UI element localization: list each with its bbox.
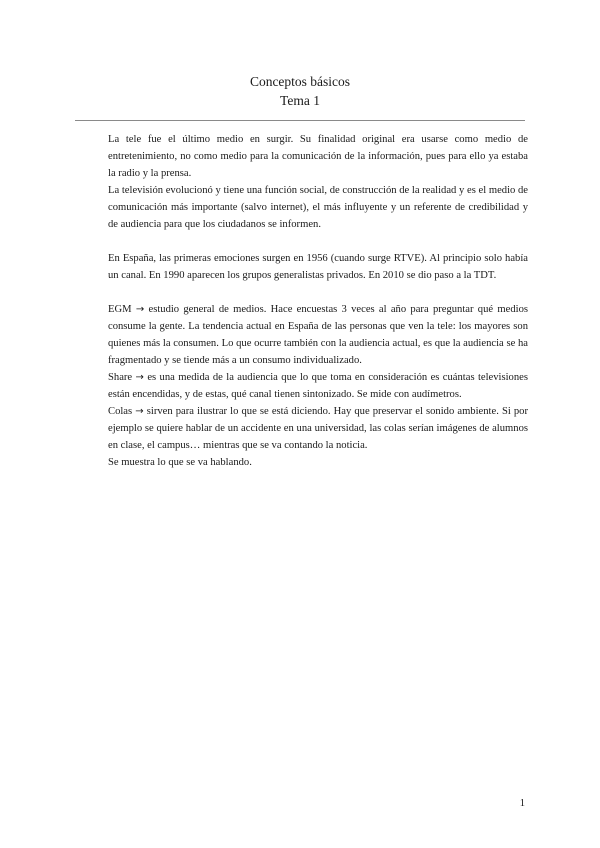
- paragraph-closing: Se muestra lo que se va hablando.: [108, 457, 252, 468]
- document-title: Conceptos básicos: [249, 74, 351, 89]
- document-body: [108, 131, 528, 471]
- arrow-icon: →: [135, 406, 144, 417]
- paragraph-share: [108, 369, 528, 403]
- paragraph-evolution: La televisión evolucionó y tiene una función social, de construcción de la realidad y es el medio de comunicación más importante (salvo internet), el más influyente y un referente de credibilidad y de audiencia para que los ciudadanos se informen.: [108, 185, 528, 230]
- term-share: Share: [108, 372, 133, 383]
- header-divider: [75, 120, 525, 121]
- definition-share: es una medida de la audiencia que lo que toma en consideración es cuántas televisiones están encendidas, y de estas, qué canal tienen sintonizado. Se mide con audímetros.: [108, 372, 528, 400]
- paragraph-history: En España, las primeras emociones surgen en 1956 (cuando surge RTVE). Al principio solo había un canal. En 1990 aparecen los grupos generalistas privados. En 2010 se dio paso a la TDT.: [108, 253, 528, 281]
- term-egm: EGM: [108, 304, 132, 315]
- definition-egm: estudio general de medios. Hace encuestas 3 veces al año para preguntar qué medios consume la gente. La tendencia actual en España de las personas que ven la tele: los mayores son quienes más la consumen. Lo que ocurre también con la audiencia actual, es que la audiencia se ha fragmentado y se tiende más a un consumo individualizado.: [108, 304, 528, 366]
- paragraph-spacer: [108, 233, 528, 250]
- paragraph-spacer: [108, 284, 528, 301]
- definition-colas: sirven para ilustrar lo que se está diciendo. Hay que preservar el sonido ambiente. Si por ejemplo se quiere hablar de un accidente en una universidad, las colas serían imágenes de alumnos en clase, el campus… mientras que se va contando la noticia.: [108, 406, 528, 451]
- document-subtitle: Tema 1: [280, 93, 320, 108]
- paragraph-colas: [108, 403, 528, 454]
- page-header: [75, 72, 525, 110]
- paragraph-intro: La tele fue el último medio en surgir. Su finalidad original era usarse como medio de entretenimiento, no como medio para la comunicación de la información, pues para ello ya estaba la radio y la prensa.: [108, 134, 528, 179]
- term-colas: Colas: [108, 406, 133, 417]
- paragraph-egm: [108, 301, 528, 369]
- page-number: 1: [519, 798, 525, 809]
- arrow-icon: →: [135, 304, 145, 315]
- arrow-icon: →: [135, 372, 144, 383]
